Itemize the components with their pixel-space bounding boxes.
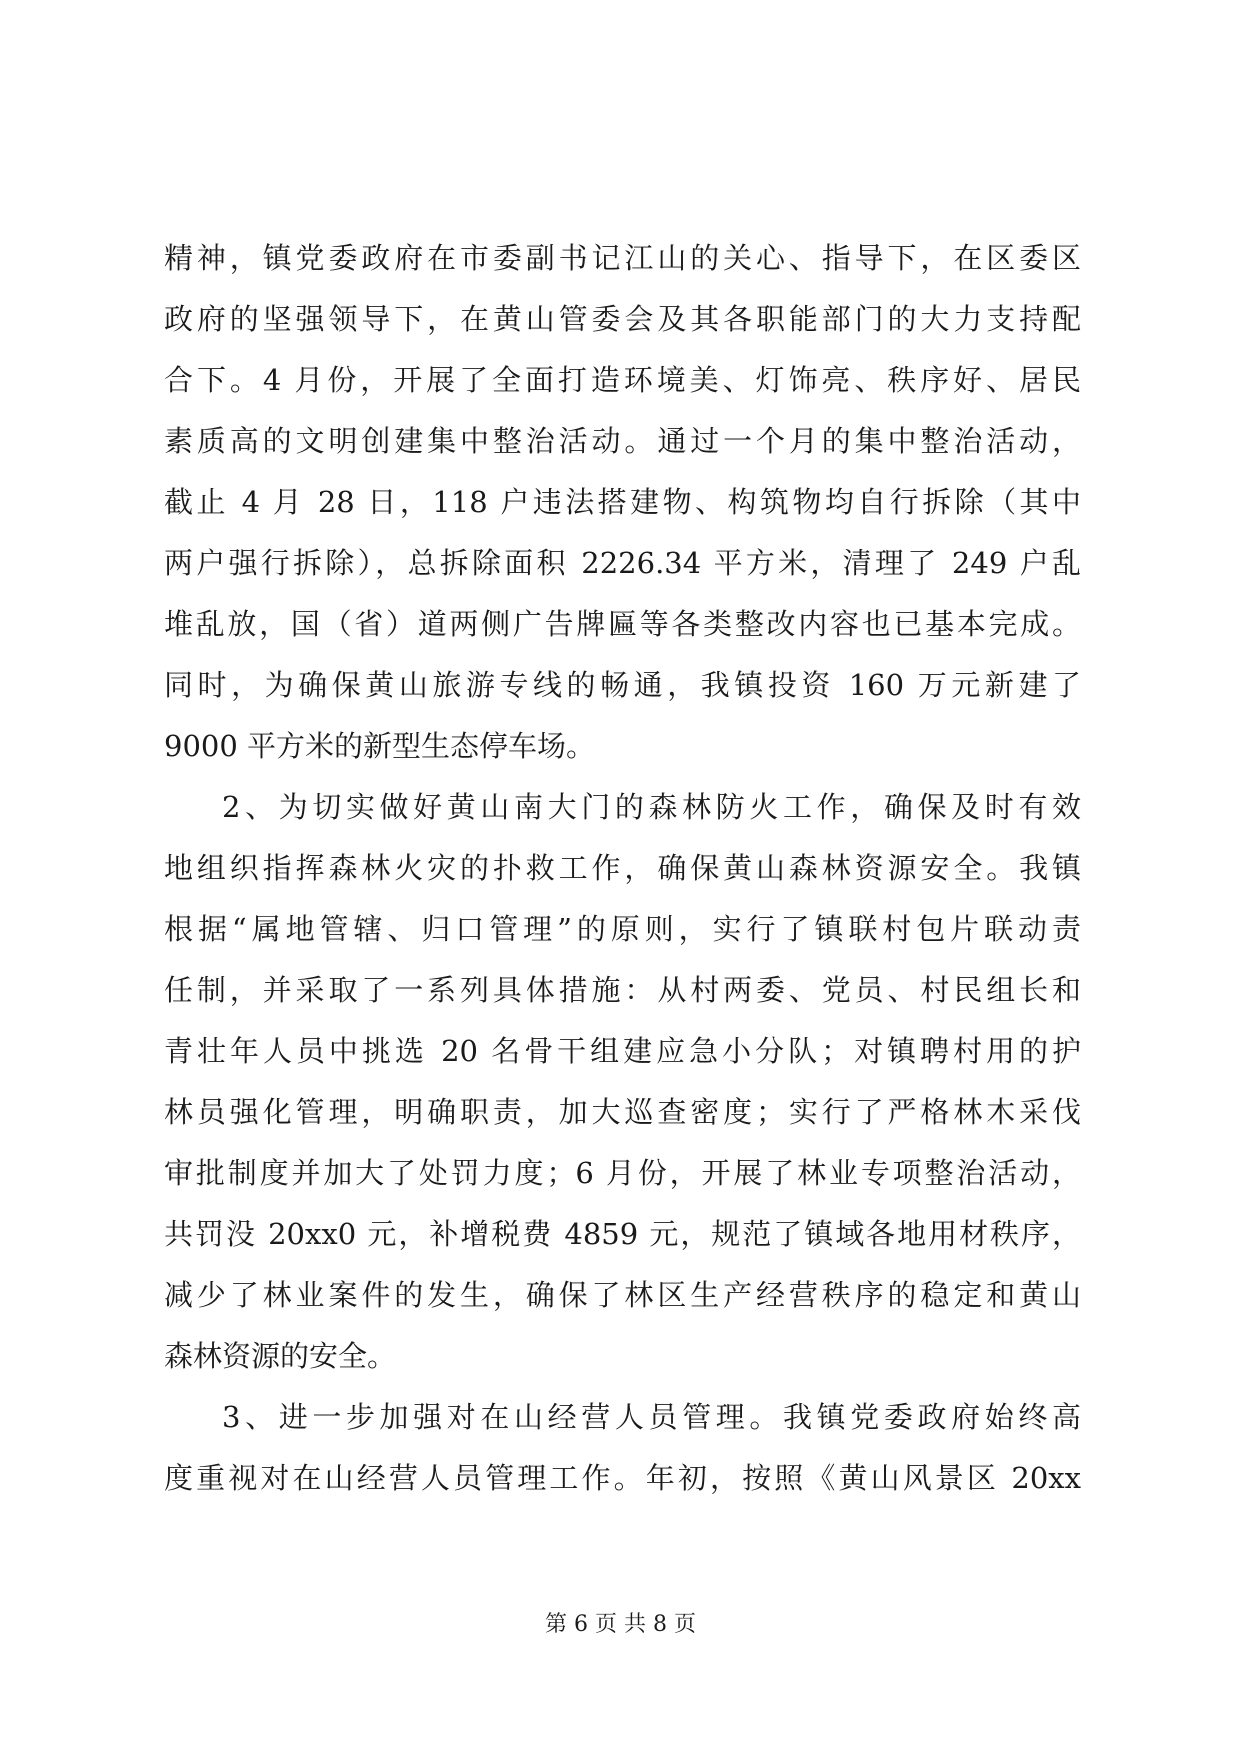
- text-line: 堆乱放，国（省）道两侧广告牌匾等各类整改内容也已基本完成。: [164, 607, 1081, 641]
- text-line: 9000 平方米的新型生态停车场。: [164, 729, 596, 763]
- text-line: 共罚没 20xx0 元，补增税费 4859 元，规范了镇域各地用材秩序，: [164, 1217, 1081, 1251]
- text-line: 两户强行拆除），总拆除面积 2226.34 平方米，清理了 249 户乱: [164, 546, 1081, 580]
- text-line: 根据“属地管辖、归口管理”的原则，实行了镇联村包片联动责: [164, 912, 1081, 946]
- text-line: 3、进一步加强对在山经营人员管理。我镇党委政府始终高: [222, 1400, 1081, 1434]
- text-line: 青壮年人员中挑选 20 名骨干组建应急小分队；对镇聘村用的护: [164, 1034, 1081, 1068]
- text-line: 同时，为确保黄山旅游专线的畅通，我镇投资 160 万元新建了: [164, 668, 1081, 702]
- text-line: 地组织指挥森林火灾的扑救工作，确保黄山森林资源安全。我镇: [164, 851, 1081, 885]
- text-line: 2、为切实做好黄山南大门的森林防火工作，确保及时有效: [222, 790, 1081, 824]
- paragraph-3: [164, 1387, 1081, 1509]
- text-line: 林员强化管理，明确职责，加大巡查密度；实行了严格林木采伐: [164, 1095, 1081, 1129]
- text-line: 合下。4 月份，开展了全面打造环境美、灯饰亮、秩序好、居民: [164, 363, 1081, 397]
- text-line: 截止 4 月 28 日，118 户违法搭建物、构筑物均自行拆除（其中: [164, 485, 1081, 519]
- page-footer: 第 6 页 共 8 页: [545, 1612, 696, 1637]
- document-body: [164, 228, 1081, 1509]
- text-line: 度重视对在山经营人员管理工作。年初，按照《黄山风景区 20xx: [164, 1461, 1081, 1495]
- text-line: 政府的坚强领导下，在黄山管委会及其各职能部门的大力支持配: [164, 302, 1081, 336]
- paragraph-1: [164, 228, 1081, 777]
- text-line: 素质高的文明创建集中整治活动。通过一个月的集中整治活动，: [164, 424, 1081, 458]
- text-line: 精神，镇党委政府在市委副书记江山的关心、指导下，在区委区: [164, 241, 1081, 275]
- text-line: 审批制度并加大了处罚力度；6 月份，开展了林业专项整治活动，: [164, 1156, 1081, 1190]
- text-line: 任制，并采取了一系列具体措施：从村两委、党员、村民组长和: [164, 973, 1081, 1007]
- text-line: 森林资源的安全。: [164, 1339, 397, 1373]
- paragraph-2: [164, 777, 1081, 1387]
- text-line: 减少了林业案件的发生，确保了林区生产经营秩序的稳定和黄山: [164, 1278, 1081, 1312]
